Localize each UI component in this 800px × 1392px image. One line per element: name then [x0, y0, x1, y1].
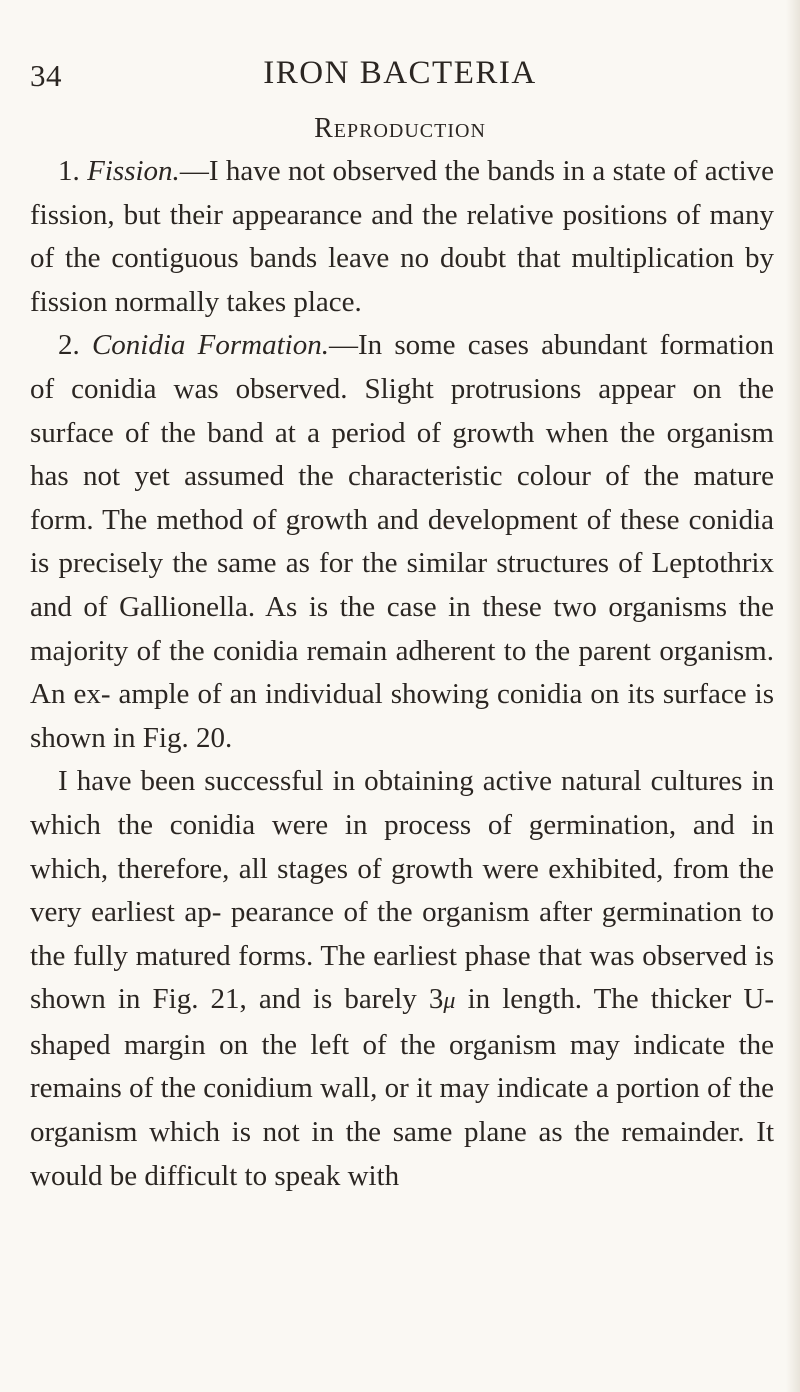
page-edge-shadow — [786, 0, 800, 1392]
paragraph-number: 1. — [58, 155, 80, 187]
paragraph-number: 2. — [58, 329, 80, 362]
paragraph-text-continued: in length. The thicker U-shaped margin on the left of the organism may indicate the remains of the conidium wall, or it may indicate a portion of the organism which is not in the same plane as the remainder. It would be difficult to speak with — [30, 983, 774, 1192]
paragraph-fission — [30, 150, 774, 324]
body-text — [30, 150, 774, 1198]
paragraph-text: I have been successful in obtaining active natural cultures in which the conidia were in process of germination, and in which, therefore, all stages of growth were exhibited, from the very earliest ap- pearance of the organism after germination to the fully matured forms. The earliest phase that was observed is shown in Fig. 21, and is barely 3 — [30, 765, 774, 1016]
running-head: IRON BACTERIA — [263, 55, 537, 91]
section-heading: Reproduction — [314, 113, 486, 144]
micron-symbol: μ — [443, 988, 456, 1015]
em-dash: — — [328, 329, 358, 362]
paragraph-title: Fission. — [87, 155, 180, 187]
paragraph-conidia — [30, 324, 774, 760]
paragraph-cultures — [30, 760, 774, 1198]
page-number: 34 — [30, 58, 62, 93]
em-dash: — — [179, 155, 209, 187]
paragraph-title: Conidia Formation. — [91, 329, 329, 362]
paragraph-text: I have not observed the bands in a state of active fission, but their appearance and the relative positions of many of the contiguous bands leave no doubt that multiplication by fission normally takes place. — [30, 155, 775, 318]
paragraph-text: In some cases abundant formation of conidia was observed. Slight protrusions appear on the surface of the band at a period of growth when the organism has not yet assumed the characteristic colour of the mature form. The method of growth and development of these conidia is precisely the same as for the similar structures of Leptothrix and of Gallionella. As is the case in these two organisms the majority of the conidia remain adherent to the parent organism. An ex- ample of an individual showing conidia on its surface is shown in Fig. 20. — [30, 329, 775, 754]
